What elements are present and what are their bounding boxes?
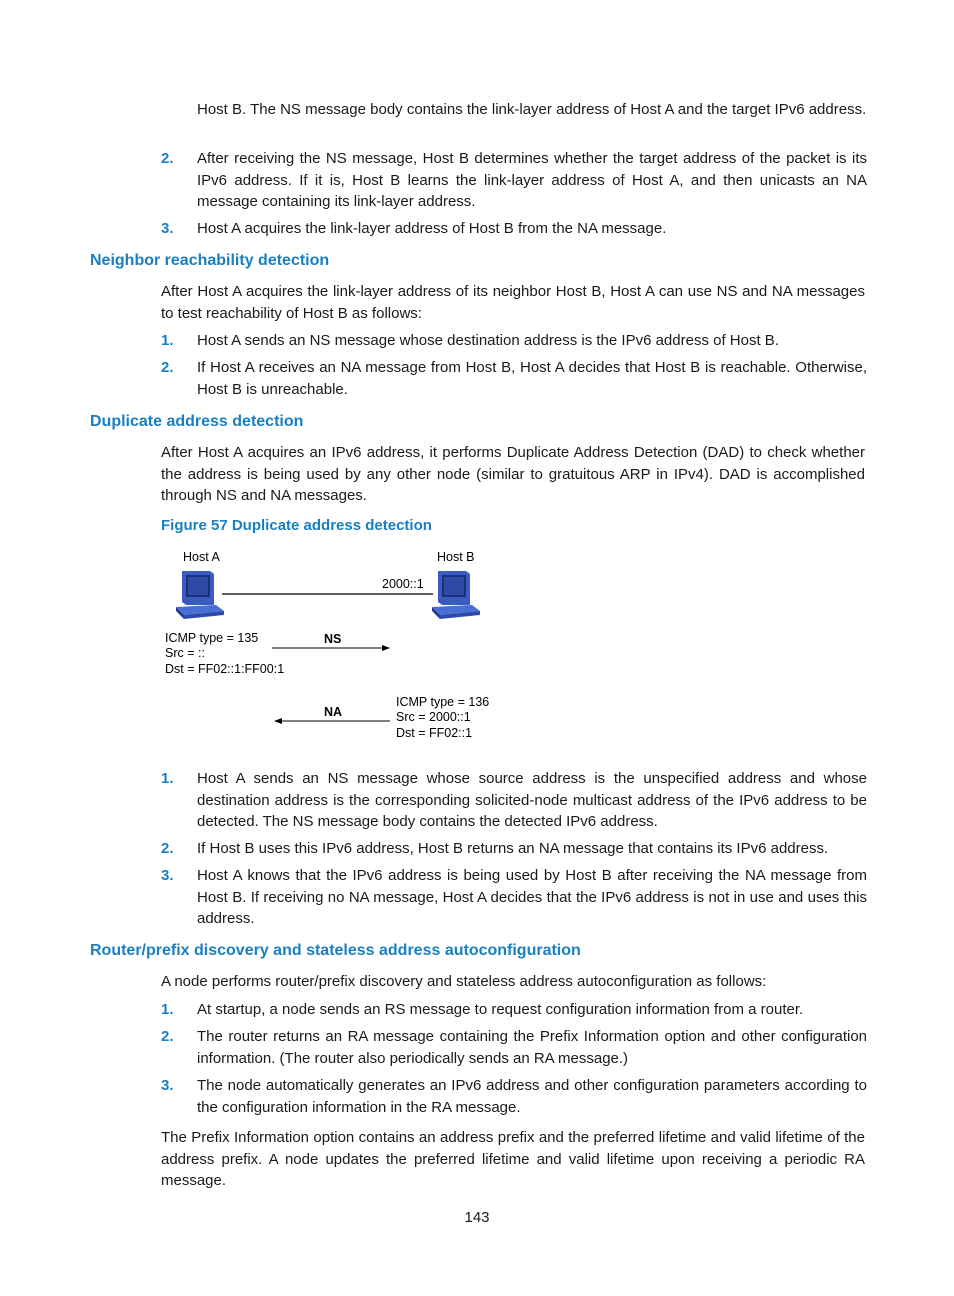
list-item <box>161 218 867 240</box>
list-item <box>161 768 867 833</box>
figure-caption: Figure 57 Duplicate address detection <box>161 517 432 534</box>
list-text: If Host B uses this IPv6 address, Host B returns an NA message that contains its IPv6 address. <box>197 840 829 857</box>
list-text: Host A knows that the IPv6 address is being used by Host B after receiving the NA message from Host B. If receiving no NA message, Host A decides that the IPv6 address is not in use and uses this address. <box>197 867 867 927</box>
ns-arrow-head <box>382 645 390 651</box>
continuation-text: Host B. The NS message body contains the link-layer address of Host A and the target IPv6 address. <box>197 101 867 118</box>
list-text: If Host A receives an NA message from Host B, Host A decides that Host B is reachable. Otherwise, Host B is unreachable. <box>197 359 867 398</box>
list-item <box>161 148 867 213</box>
host-b-label: Host B <box>437 550 475 564</box>
paragraph: After Host A acquires the link-layer address of its neighbor Host B, Host A can use NS and NA messages to test reachability of Host B as follows: <box>161 283 865 322</box>
list-item <box>161 357 867 400</box>
list-number: 2. <box>161 840 174 857</box>
paragraph: After Host A acquires an IPv6 address, it performs Duplicate Address Detection (DAD) to check whether the address is being used by any other node (similar to gratuitous ARP in IPv4). DAD is accomplished through NS and NA messages. <box>161 444 865 504</box>
list-item <box>161 999 867 1021</box>
host-a-computer-icon <box>176 571 224 619</box>
list-text: Host A acquires the link-layer address of Host B from the NA message. <box>197 220 667 237</box>
na-icmp-type: ICMP type = 136 <box>396 695 490 709</box>
section-heading-router-prefix-discovery: Router/prefix discovery and stateless address autoconfiguration <box>90 942 581 959</box>
host-b-computer-icon <box>432 571 480 619</box>
list-text: Host A sends an NS message whose source address is the unspecified address and whose destination address is the corresponding solicited-node multicast address of the IPv6 address to be detected. The NS message body contains the detected IPv6 address. <box>197 770 867 830</box>
list-text: Host A sends an NS message whose destination address is the IPv6 address of Host B. <box>197 332 779 349</box>
list-number: 3. <box>161 1077 174 1094</box>
ns-src: Src = :: <box>165 646 205 660</box>
ns-label: NS <box>324 632 342 646</box>
list-text: The node automatically generates an IPv6 address and other configuration parameters according to the configuration information in the RA message. <box>197 1077 867 1116</box>
host-a-label: Host A <box>183 550 220 564</box>
host-b-address: 2000::1 <box>382 577 424 591</box>
na-label: NA <box>324 705 343 719</box>
list-item <box>161 1026 867 1069</box>
page-number: 143 <box>464 1209 490 1226</box>
na-src: Src = 2000::1 <box>396 710 471 724</box>
list-number: 1. <box>161 770 174 787</box>
list-number: 1. <box>161 332 174 349</box>
list-text: After receiving the NS message, Host B determines whether the target address of the packet is its IPv6 address. If it is, Host B learns the link-layer address of Host A, and then unicasts an NA message containing its link-layer address. <box>197 150 867 210</box>
list-number: 3. <box>161 867 174 884</box>
list-item <box>161 1075 867 1118</box>
paragraph: The Prefix Information option contains an address prefix and the preferred lifetime and valid lifetime of the address prefix. A node updates the preferred lifetime and valid lifetime upon receiving a periodic RA message. <box>161 1129 865 1189</box>
list-number: 2. <box>161 150 174 167</box>
list-item <box>161 330 867 352</box>
list-number: 1. <box>161 1001 174 1018</box>
list-number: 2. <box>161 359 174 376</box>
list-number: 3. <box>161 220 174 237</box>
list-text: At startup, a node sends an RS message to request configuration information from a router. <box>197 1001 804 1018</box>
ns-icmp-type: ICMP type = 135 <box>165 631 259 645</box>
ns-dst: Dst = FF02::1:FF00:1 <box>165 662 285 676</box>
list-item <box>161 865 867 930</box>
na-dst: Dst = FF02::1 <box>396 726 473 740</box>
list-text: The router returns an RA message containing the Prefix Information option and other configuration information. (The router also periodically sends an RA message.) <box>197 1028 867 1067</box>
list-item <box>161 838 867 860</box>
paragraph: A node performs router/prefix discovery and stateless address autoconfiguration as follows: <box>161 973 767 990</box>
section-heading-duplicate-address: Duplicate address detection <box>90 413 304 430</box>
dad-diagram <box>160 545 520 745</box>
na-arrow-head <box>274 718 282 724</box>
list-number: 2. <box>161 1028 174 1045</box>
section-heading-neighbor-reachability: Neighbor reachability detection <box>90 252 330 269</box>
